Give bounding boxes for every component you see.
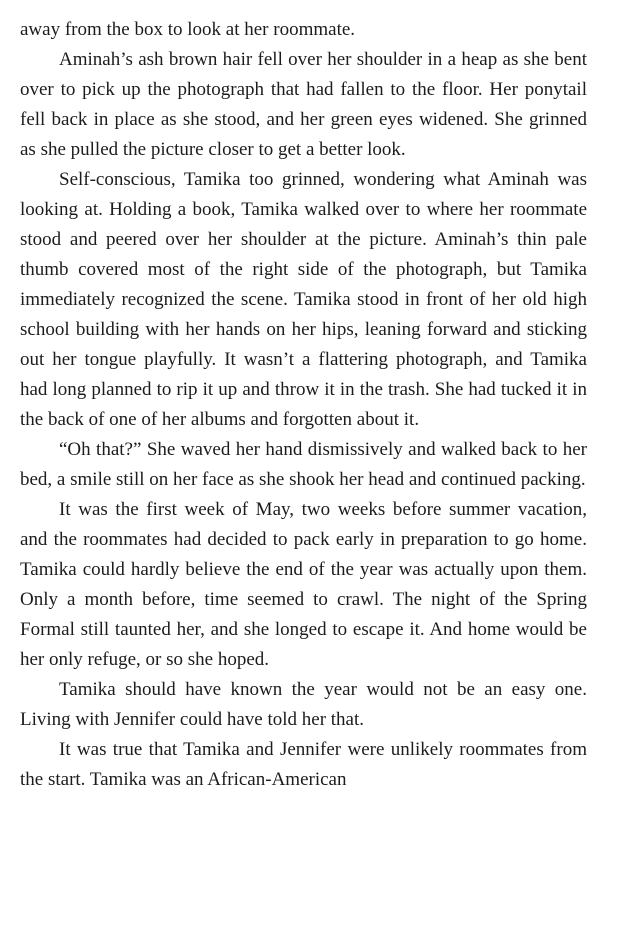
- paragraph-continued: away from the box to look at her roommate.: [20, 19, 356, 40]
- paragraph: “Oh that?” She waved her hand dismissively and walked back to her bed, a smile still on her face as she shook her head and continued packing.: [20, 439, 587, 490]
- paragraph: Aminah’s ash brown hair fell over her shoulder in a heap as she bent over to pick up the photograph that had fallen to the floor. Her ponytail fell back in place as she stood, and her green eyes widened. She grinned as she pulled the picture closer to get a better look.: [20, 49, 587, 160]
- paragraph: It was the first week of May, two weeks before summer vacation, and the roommates had decided to pack early in preparation to go home. Tamika could hardly believe the end of the year was actually upon them. Only a month before, time seemed to crawl. The night of the Spring Formal still taunted her, and she longed to escape it. And home would be her only refuge, or so she hoped.: [20, 499, 587, 670]
- paragraph: It was true that Tamika and Jennifer were unlikely roommates from the start. Tamika was an African-American: [20, 739, 587, 790]
- paragraph: Self-conscious, Tamika too grinned, wondering what Aminah was looking at. Holding a book, Tamika walked over to where her roommate stood and peered over her shoulder at the picture. Aminah’s thin pale thumb covered most of the right side of the photograph, but Tamika immediately recognized the scene. Tamika stood in front of her old high school building with her hands on her hips, leaning forward and sticking out her tongue playfully. It wasn’t a flattering photograph, and Tamika had long planned to rip it up and throw it in the trash. She had tucked it in the back of one of her albums and forgotten about it.: [20, 169, 587, 430]
- paragraph: Tamika should have known the year would not be an easy one. Living with Jennifer could have told her that.: [20, 679, 587, 730]
